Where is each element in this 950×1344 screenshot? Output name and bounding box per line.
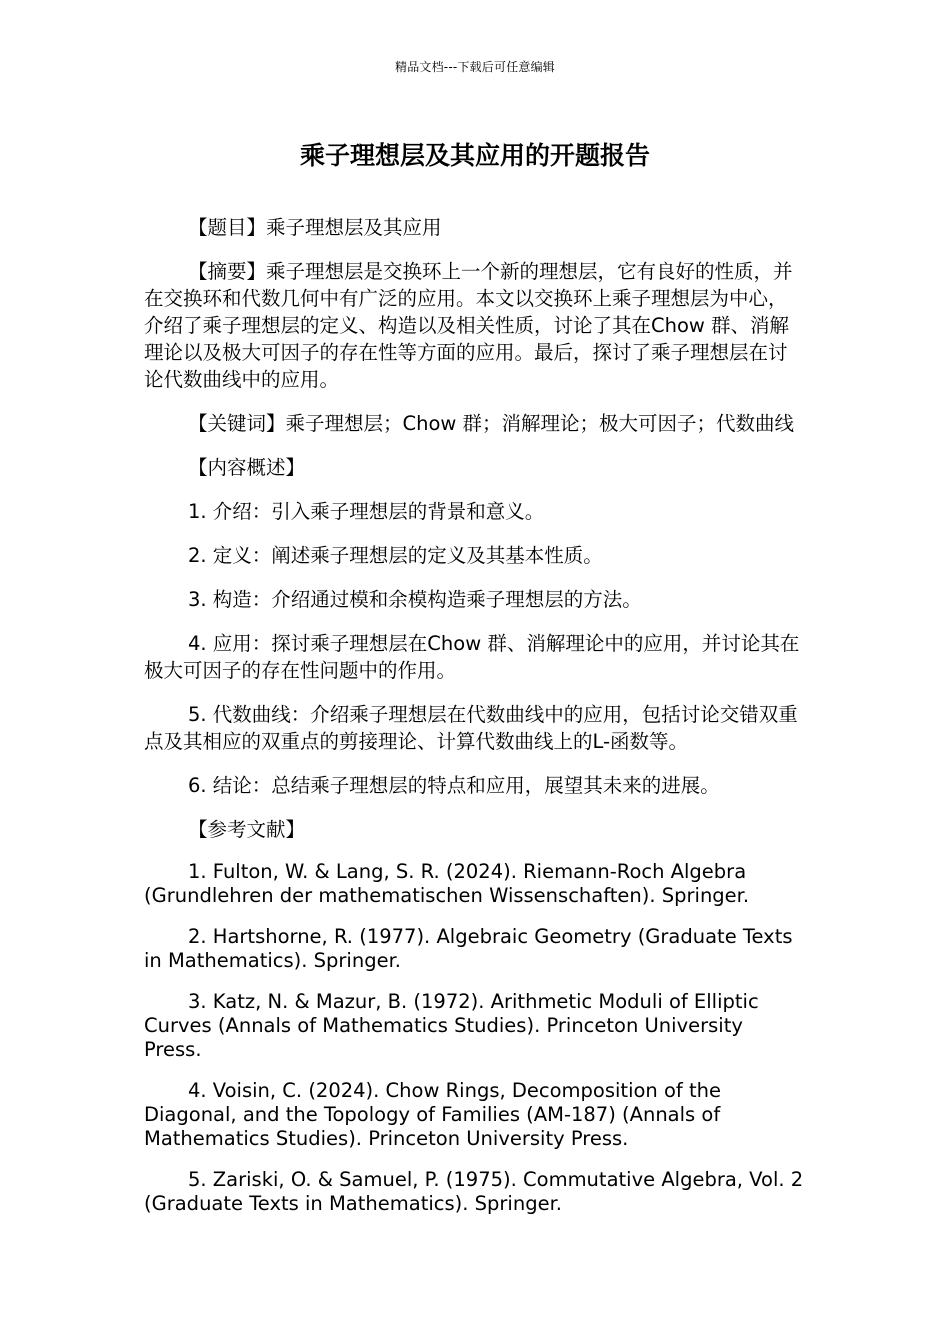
document-title: 乘子理想层及其应用的开题报告 bbox=[299, 141, 650, 170]
references-heading: 【参考文献】 bbox=[188, 818, 306, 841]
document-body bbox=[144, 214, 804, 1233]
outline-item: 1. 介绍：引入乘子理想层的背景和意义。 bbox=[188, 500, 545, 523]
outline-item: 5. 代数曲线：介绍乘子理想层在代数曲线中的应用，包括讨论交错双重点及其相应的双重点的剪接理论、计算代数曲线上的L-函数等。 bbox=[144, 703, 798, 753]
outline-item: 4. 应用：探讨乘子理想层在Chow 群、消解理论中的应用，并讨论其在极大可因子的存在性问题中的作用。 bbox=[144, 632, 800, 682]
outline-item: 2. 定义：阐述乘子理想层的定义及其基本性质。 bbox=[188, 544, 603, 567]
abstract-paragraph: 【摘要】乘子理想层是交换环上一个新的理想层，它有良好的性质，并在交换环和代数几何中有广泛的应用。本文以交换环上乘子理想层为中心，介绍了乘子理想层的定义、构造以及相关性质，讨论了其在Chow 群、消解理论以及极大可因子的存在性等方面的应用。最后，探讨了乘子理想层在讨论代数曲线中的应用。 bbox=[144, 260, 793, 391]
outline-heading: 【内容概述】 bbox=[188, 456, 306, 479]
reference-item: 1. Fulton, W. & Lang, S. R. (2024). Riemann-Roch Algebra (Grundlehren der mathematischen Wissenschaften). Springer. bbox=[144, 860, 750, 907]
reference-item: 4. Voisin, C. (2024). Chow Rings, Decomposition of the Diagonal, and the Topology of Families (AM-187) (Annals of Mathematics Studies). Princeton University Press. bbox=[144, 1079, 721, 1150]
keywords-paragraph: 【关键词】乘子理想层；Chow 群；消解理论；极大可因子；代数曲线 bbox=[188, 412, 795, 435]
page-header: 精品文档---下载后可任意编辑 bbox=[395, 60, 555, 74]
reference-item: 3. Katz, N. & Mazur, B. (1972). Arithmetic Moduli of Elliptic Curves (Annals of Mathematics Studies). Princeton University Press. bbox=[144, 990, 759, 1061]
reference-item: 5. Zariski, O. & Samuel, P. (1975). Commutative Algebra, Vol. 2 (Graduate Texts in Mathematics). Springer. bbox=[144, 1168, 804, 1215]
reference-item: 2. Hartshorne, R. (1977). Algebraic Geometry (Graduate Texts in Mathematics). Springer. bbox=[144, 925, 793, 972]
topic-paragraph: 【题目】乘子理想层及其应用 bbox=[188, 216, 442, 239]
outline-item: 3. 构造：介绍通过模和余模构造乘子理想层的方法。 bbox=[188, 588, 642, 611]
outline-item: 6. 结论：总结乘子理想层的特点和应用，展望其未来的进展。 bbox=[188, 774, 720, 797]
